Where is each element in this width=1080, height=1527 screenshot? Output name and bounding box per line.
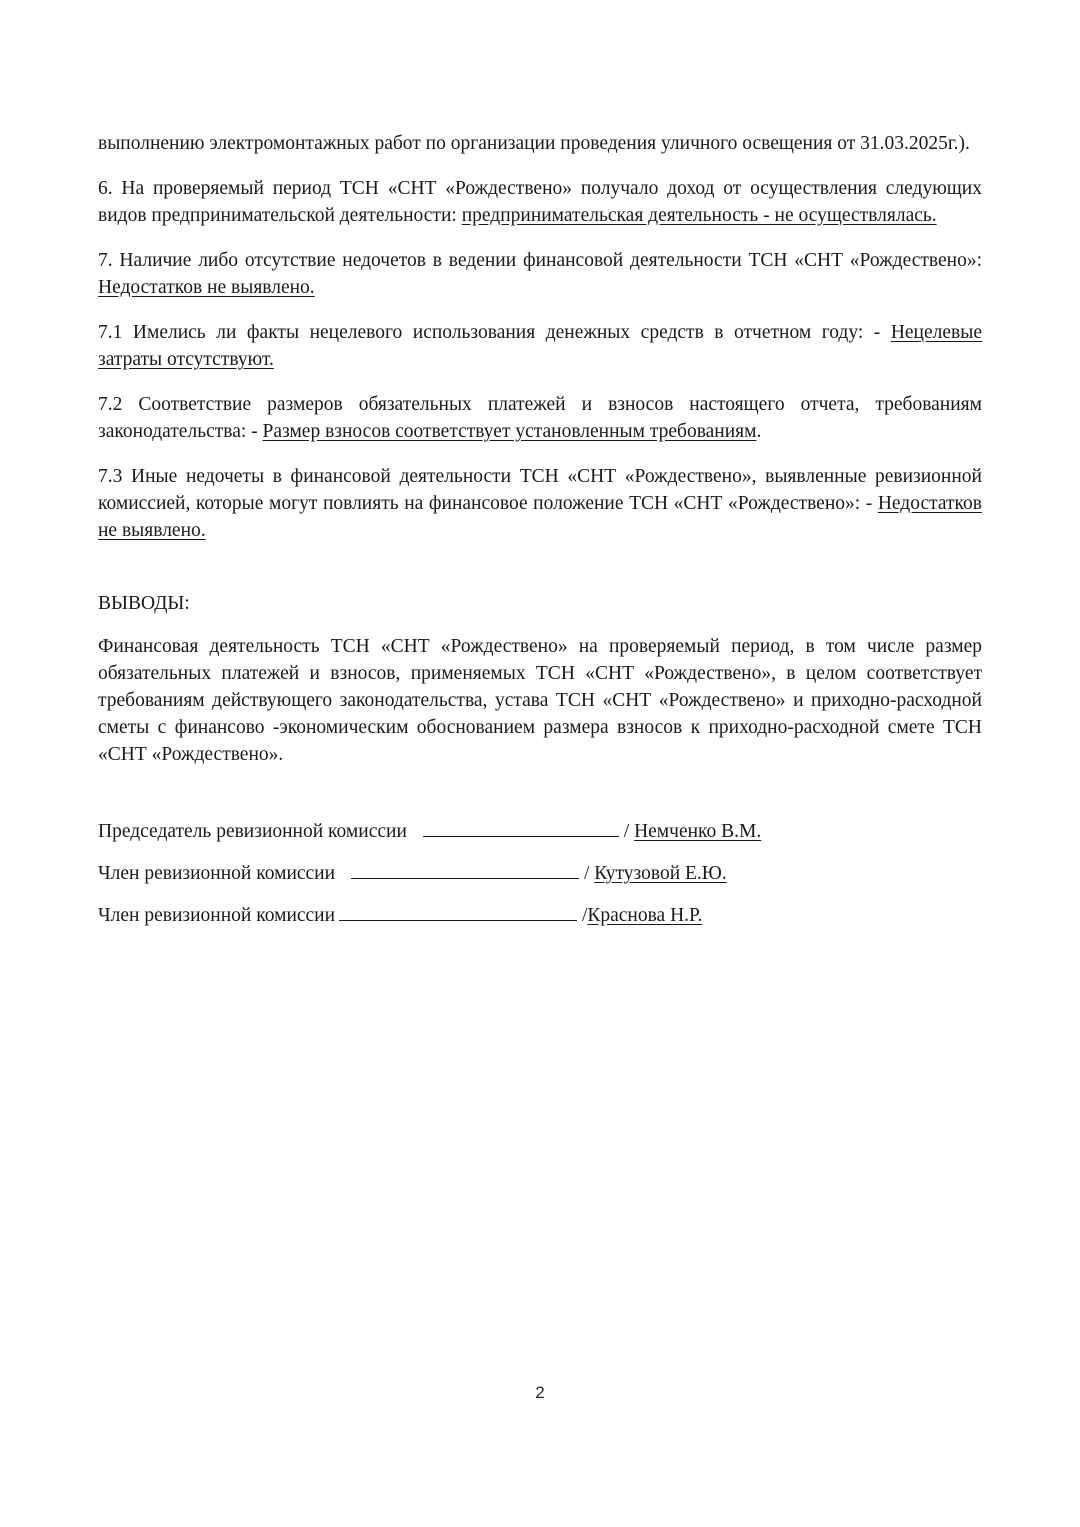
paragraph-5-continuation: выполнению электромонтажных работ по организации проведения уличного освещения от 31.03.2025г.).: [98, 133, 970, 154]
signature-row: [98, 860, 982, 887]
signature-row: [98, 818, 982, 845]
document-page: [98, 130, 982, 944]
paragraph-7-3: [98, 463, 982, 544]
conclusions-text: Финансовая деятельность ТСН «СНТ «Рождествено» на проверяемый период, в том числе размер обязательных платежей и взносов, применяемых ТСН «СНТ «Рождествено», в целом соответствует требованиям действующего законодательства, устава ТСН «СНТ «Рождествено» и приходно-расходной сметы с финансово -экономическим обоснованием размера взносов к приходно-расходной смете ТСН «СНТ «Рождествено».: [98, 636, 982, 765]
paragraph-7-answer: Недостатков не выявлено.: [98, 277, 315, 298]
paragraph-7-text: 7. Наличие либо отсутствие недочетов в ведении финансовой деятельности ТСН «СНТ «Рождествено»:: [98, 250, 982, 271]
paragraph-7-1: [98, 319, 982, 373]
signature-name: Кутузовой Е.Ю.: [594, 863, 727, 884]
paragraph-6-answer: предпринимательская деятельность - не осуществлялась.: [461, 205, 937, 226]
paragraph-7-2: [98, 391, 982, 445]
signature-separator: /: [577, 905, 588, 926]
page-number: 2: [535, 1383, 545, 1402]
paragraph-7-3-text: 7.3 Иные недочеты в финансовой деятельности ТСН «СНТ «Рождествено», выявленные ревизионной комиссией, которые могут повлиять на финансовое положение ТСН «СНТ «Рождествено»: -: [98, 466, 982, 514]
paragraph-7: [98, 247, 982, 301]
conclusions-heading: ВЫВОДЫ:: [98, 593, 190, 614]
signature-separator: /: [579, 863, 595, 884]
paragraph-7-2-tail: .: [756, 421, 762, 442]
signature-separator: /: [618, 821, 635, 842]
signature-name: Краснова Н.Р.: [587, 905, 703, 926]
paragraph-7-1-text: 7.1 Имелись ли факты нецелевого использования денежных средств в отчетном году: -: [98, 322, 891, 343]
paragraph-6: [98, 175, 982, 229]
signature-line: [339, 902, 577, 921]
paragraph-7-2-text: 7.2 Соответствие размеров обязательных платежей и взносов настоящего отчета, требованиям законодательства: -: [98, 394, 982, 442]
signatures-block: [98, 818, 982, 929]
paragraph-7-1-answer: Нецелевые затраты отсутствуют.: [98, 322, 982, 370]
paragraph-7-3-answer: Недостатков не выявлено.: [98, 493, 982, 541]
signature-role: Председатель ревизионной комиссии: [98, 821, 407, 842]
signature-name: Немченко В.М.: [634, 821, 762, 842]
signature-line: [423, 818, 619, 837]
paragraph-7-2-answer: Размер взносов соответствует установленным требованиям: [262, 421, 757, 442]
signature-line: [351, 860, 579, 879]
signature-row: [98, 902, 982, 929]
signature-role: Член ревизионной комиссии: [98, 905, 336, 926]
paragraph-6-text: 6. На проверяемый период ТСН «СНТ «Рождествено» получало доход от осуществления следующих видов предпринимательской деятельности:: [98, 178, 982, 226]
signature-role: Член ревизионной комиссии: [98, 863, 336, 884]
